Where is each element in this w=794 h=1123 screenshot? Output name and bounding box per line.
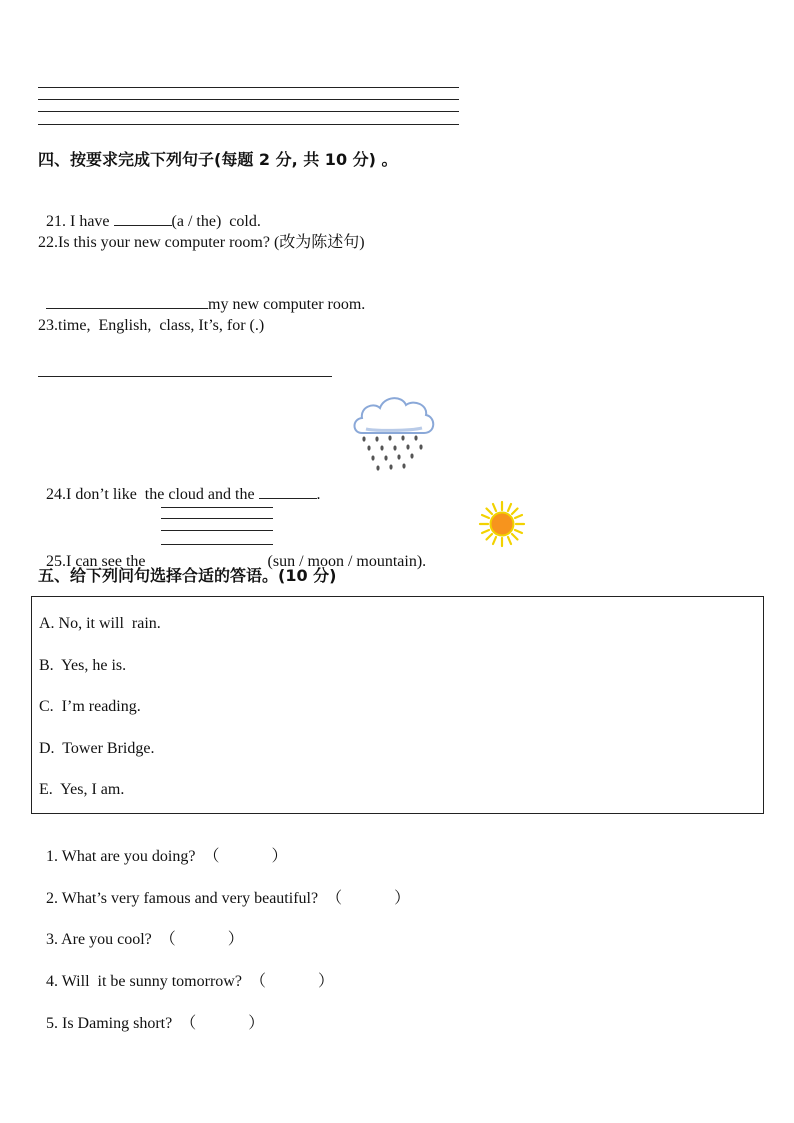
paren-open: （	[180, 1015, 197, 1032]
paren-close: ）	[227, 931, 244, 948]
question-22-answer-suffix: my new computer room.	[208, 296, 366, 313]
paren-open: （	[159, 931, 176, 948]
question-25-suffix: (sun / moon / mountain).	[263, 553, 427, 570]
question-22: 22.Is this your new computer room? (改为陈述句)	[38, 234, 365, 251]
writing-line[interactable]	[38, 99, 459, 100]
answer-line-25[interactable]	[161, 530, 273, 531]
paren-close: ）	[394, 890, 411, 907]
option-e: E. Yes, I am.	[39, 781, 125, 798]
sun-icon	[478, 500, 526, 548]
question-5-1	[38, 827, 287, 867]
writing-line[interactable]	[38, 87, 459, 88]
answer-blank-24[interactable]	[259, 484, 317, 499]
writing-line[interactable]	[38, 111, 459, 112]
question-text: 3. Are you cool?	[46, 931, 152, 948]
question-text: 4. Will it be sunny tomorrow?	[46, 973, 242, 990]
rain-cloud-icon	[350, 393, 436, 475]
question-24-suffix: .	[316, 486, 321, 503]
option-a: A. No, it will rain.	[39, 615, 161, 632]
answer-line-25[interactable]	[161, 518, 273, 519]
question-text: 2. What’s very famous and very beautiful?	[46, 890, 319, 907]
question-21	[38, 191, 261, 232]
question-21-prefix: 21. I have	[46, 213, 114, 230]
question-5-3	[38, 910, 244, 950]
question-25-prefix: 25.I can see the	[46, 553, 150, 570]
paren-close: ）	[248, 1015, 265, 1032]
question-22-answer	[38, 274, 365, 315]
paren-close: ）	[317, 973, 334, 990]
question-5-2	[38, 869, 410, 909]
paren-open: （	[249, 973, 266, 990]
options-box	[31, 596, 764, 814]
section-4-heading: 四、按要求完成下列句子(每题 2 分, 共 10 分) 。	[38, 150, 398, 169]
question-5-5	[38, 994, 264, 1034]
question-24-prefix: 24.I don’t like the cloud and the	[46, 486, 259, 503]
option-d: D. Tower Bridge.	[39, 740, 155, 757]
option-b: B. Yes, he is.	[39, 657, 127, 674]
answer-line-25[interactable]	[161, 507, 273, 508]
question-21-suffix: (a / the) cold.	[171, 213, 261, 230]
question-text: 5. Is Daming short?	[46, 1015, 173, 1032]
question-text: 1. What are you doing?	[46, 848, 196, 865]
paren-close: ）	[271, 848, 288, 865]
question-23: 23.time, English, class, It’s, for (.)	[38, 317, 265, 334]
paren-open: （	[203, 848, 220, 865]
writing-line[interactable]	[38, 124, 459, 125]
answer-line-23[interactable]	[38, 376, 332, 377]
question-24	[38, 464, 321, 505]
paren-open: （	[326, 890, 343, 907]
option-c: C. I’m reading.	[39, 698, 141, 715]
answer-blank-21[interactable]	[114, 211, 172, 226]
answer-blank-22[interactable]	[46, 294, 208, 309]
question-5-4	[38, 952, 334, 992]
section-5-heading: 五、给下列问句选择合适的答语。(10 分)	[38, 566, 337, 585]
